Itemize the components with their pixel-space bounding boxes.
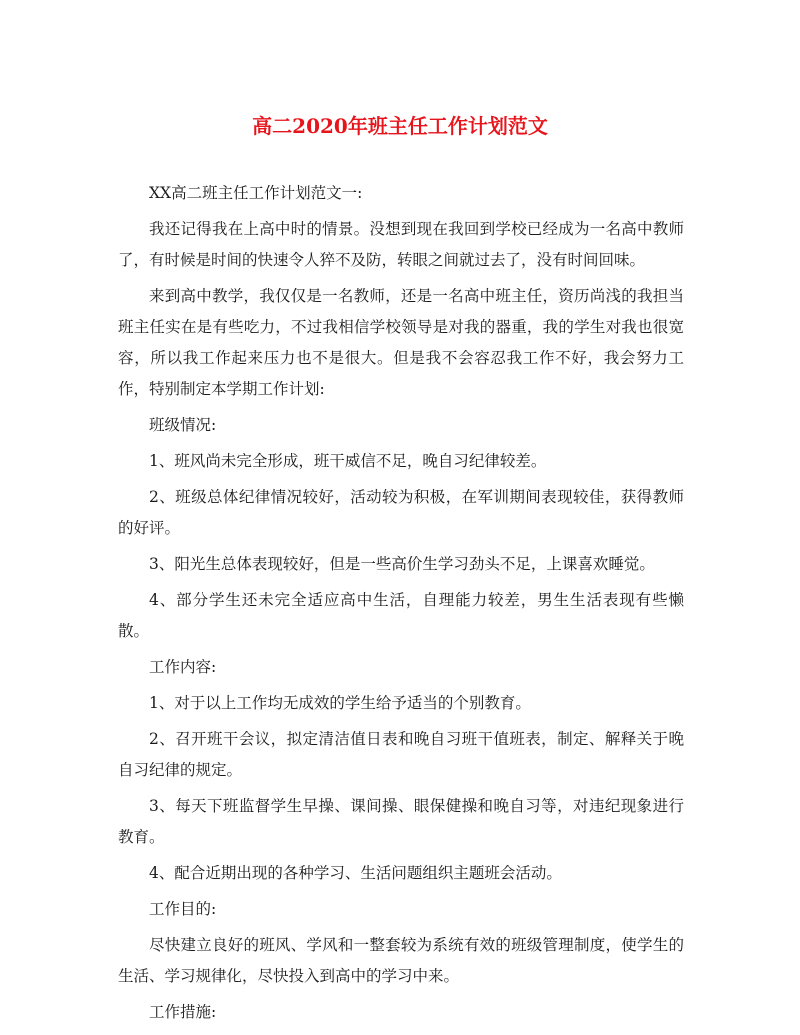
list-item: 2、召开班干会议，拟定清洁值日表和晚自习班干值班表，制定、解释关于晚自习纪律的规定。: [118, 730, 684, 779]
paragraph: 尽快建立良好的班风、学风和一整套较为系统有效的班级管理制度，使学生的生活、学习规律化，尽快投入到高中的学习中来。: [118, 936, 684, 985]
section-heading-work-measures: 工作措施:: [149, 1003, 217, 1021]
section-heading-work-content: 工作内容:: [149, 658, 217, 676]
paragraph: 来到高中教学，我仅仅是一名教师，还是一名高中班主任，资历尚浅的我担当班主任实在是有些吃力，不过我相信学校领导是对我的器重，我的学生对我也很宽容，所以我工作起来压力也不是很大。但是我不会容忍我工作不好，我会努力工作，特别制定本学期工作计划:: [118, 287, 684, 398]
list-item: 2、班级总体纪律情况较好，活动较为积极，在军训期间表现较佳，获得教师的好评。: [118, 488, 684, 537]
list-item: 4、配合近期出现的各种学习、生活问题组织主题班会活动。: [149, 864, 562, 882]
paragraph: 我还记得我在上高中时的情景。没想到现在我回到学校已经成为一名高中教师了，有时候是时间的快速令人猝不及防，转眼之间就过去了，没有时间回味。: [118, 220, 684, 269]
document-title: 高二2020年班主任工作计划范文: [252, 114, 548, 138]
list-item: 1、班风尚未完全形成，班干威信不足，晚自习纪律较差。: [149, 452, 547, 470]
section-heading-work-goal: 工作目的:: [149, 900, 217, 918]
paragraph-intro-heading: XX高二班主任工作计划范文一:: [149, 184, 363, 202]
section-heading-class-situation: 班级情况:: [149, 416, 217, 434]
document-body: [118, 178, 684, 1033]
list-item: 4、部分学生还未完全适应高中生活，自理能力较差，男生生活表现有些懒散。: [118, 591, 684, 640]
list-item: 1、对于以上工作均无成效的学生给予适当的个别教育。: [149, 694, 531, 712]
list-item: 3、每天下班监督学生早操、课间操、眼保健操和晚自习等，对违纪现象进行教育。: [118, 797, 684, 846]
list-item: 3、阳光生总体表现较好，但是一些高价生学习劲头不足，上课喜欢睡觉。: [149, 555, 655, 573]
